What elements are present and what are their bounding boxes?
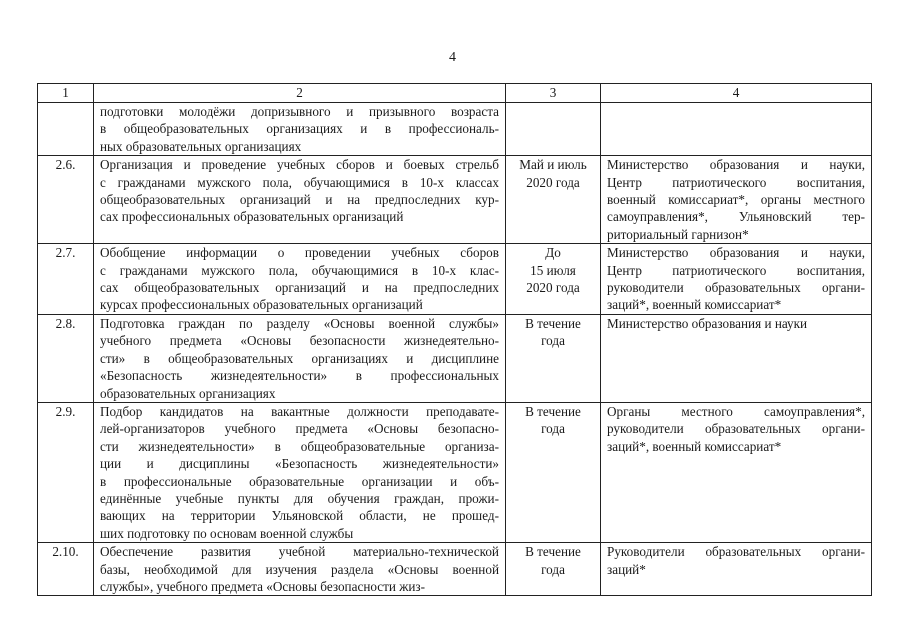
activity-text-line: в общеобразовательных организациях и в профессиональ- (100, 121, 499, 137)
activity-text-line: лей-организаторов учебного предмета «Основы безопасно- (100, 421, 499, 437)
activity-text (94, 402, 506, 542)
activity-text-line: учебного предмета «Основы безопасности жизнедеятельно- (100, 333, 499, 349)
item-number (38, 103, 94, 156)
activity-text-line: сти жизнедеятельности» в общеобразовательные организа- (100, 438, 499, 454)
deadline-line: 15 июля (530, 262, 576, 278)
table-row (38, 314, 872, 402)
responsible-line: Министерство образования и науки (607, 315, 808, 331)
responsible-line: самоуправления*, Ульяновский тер- (607, 209, 865, 225)
responsible-line: заций* (607, 561, 646, 577)
activity-text-line: Подбор кандидатов на вакантные должности преподавате- (100, 403, 499, 419)
responsible (601, 244, 872, 315)
deadline-line: В течение (525, 315, 581, 331)
activity-text-line: Организация и проведение учебных сборов и боевых стрельб (100, 157, 499, 173)
activity-text-line: единённые учебные пункты для обучения граждан, прожи- (100, 490, 499, 506)
header-col-1: 1 (38, 84, 94, 103)
activity-text-line: Обеспечение развития учебной материально-технической (100, 544, 499, 560)
deadline (506, 314, 601, 402)
responsible-line: Министерство образования и науки, (607, 245, 865, 261)
deadline (506, 244, 601, 315)
activity-text-line: ции и дисциплины «Безопасность жизнедеятельности» (100, 456, 499, 472)
activity-text-line: базы, необходимой для изучения раздела «Основы военной (100, 561, 499, 577)
item-number: 2.10. (38, 543, 94, 596)
activity-text-line: курсах профессиональных образовательных организаций (100, 297, 423, 313)
page-number: 4 (449, 50, 456, 65)
responsible (601, 402, 872, 542)
activity-text-line: в профессиональные образовательные организации и объ- (100, 473, 499, 489)
responsible-line: Руководители образовательных органи- (607, 544, 865, 560)
table-row (38, 103, 872, 156)
responsible-line: заций*, военный комиссариат* (607, 438, 782, 454)
deadline-line: года (541, 561, 565, 577)
responsible (601, 543, 872, 596)
responsible-line: Министерство образования и науки, (607, 157, 865, 173)
table-row (38, 244, 872, 315)
header-col-4: 4 (601, 84, 872, 103)
activity-text-line: «Безопасность жизнедеятельности» в профессиональных (100, 368, 499, 384)
table-header-row (38, 84, 872, 103)
table-row (38, 402, 872, 542)
deadline-line: В течение (525, 544, 581, 560)
activity-text-line: вающих на территории Ульяновской области, не прошед- (100, 508, 499, 524)
activity-text (94, 314, 506, 402)
activity-text-line: ных образовательных организациях (100, 138, 302, 154)
item-number: 2.6. (38, 156, 94, 244)
deadline (506, 402, 601, 542)
responsible-line: риториальный гарнизон* (607, 226, 749, 242)
activity-text-line: Обобщение информации о проведении учебных сборов (100, 245, 499, 261)
activity-text (94, 543, 506, 596)
responsible-line: Центр патриотического воспитания, (607, 174, 865, 190)
activity-text-line: Подготовка граждан по разделу «Основы военной службы» (100, 315, 499, 331)
deadline-line: 2020 года (526, 174, 580, 190)
responsible-line: военный комиссариат*, органы местного (607, 192, 865, 208)
deadline-line: В течение (525, 403, 581, 419)
activity-text-line: с гражданами мужского пола, обучающимися в 10-х классах (100, 174, 499, 190)
responsible-line: Центр патриотического воспитания, (607, 262, 865, 278)
activity-text-line: сти» в общеобразовательных организациях и дисциплине (100, 350, 499, 366)
item-number: 2.7. (38, 244, 94, 315)
activity-text-line: ших подготовку по основам военной службы (100, 525, 354, 541)
responsible-line: заций*, военный комиссариат* (607, 297, 782, 313)
item-number: 2.8. (38, 314, 94, 402)
activity-text-line: службы», учебного предмета «Основы безопасности жиз- (100, 578, 426, 594)
deadline (506, 156, 601, 244)
responsible (601, 156, 872, 244)
activity-text-line: сах профессиональных образовательных организаций (100, 209, 404, 225)
item-number: 2.9. (38, 402, 94, 542)
responsible-line: Органы местного самоуправления*, (607, 403, 865, 419)
header-col-2: 2 (94, 84, 506, 103)
table-row (38, 543, 872, 596)
activity-text-line: сах общеобразовательных организаций и на предпоследних (100, 280, 499, 296)
deadline-line: 2020 года (526, 280, 580, 296)
activity-text (94, 103, 506, 156)
deadline-line: года (541, 421, 565, 437)
deadline (506, 103, 601, 156)
activity-text-line: общеобразовательных организаций и на предпоследних кур- (100, 192, 499, 208)
activity-text-line: образовательных организациях (100, 385, 276, 401)
responsible-line: руководители образовательных органи- (607, 421, 865, 437)
responsible-line: руководители образовательных органи- (607, 280, 865, 296)
activity-text (94, 244, 506, 315)
plan-table (37, 83, 872, 596)
deadline-line: года (541, 333, 565, 349)
responsible (601, 103, 872, 156)
deadline (506, 543, 601, 596)
activity-text-line: подготовки молодёжи допризывного и призывного возраста (100, 104, 499, 119)
deadline-line: Май и июль (519, 157, 587, 173)
responsible (601, 314, 872, 402)
deadline-line: До (545, 245, 561, 261)
header-col-3: 3 (506, 84, 601, 103)
table-row (38, 156, 872, 244)
activity-text (94, 156, 506, 244)
activity-text-line: с гражданами мужского пола, обучающимися в 10-х клас- (100, 262, 499, 278)
